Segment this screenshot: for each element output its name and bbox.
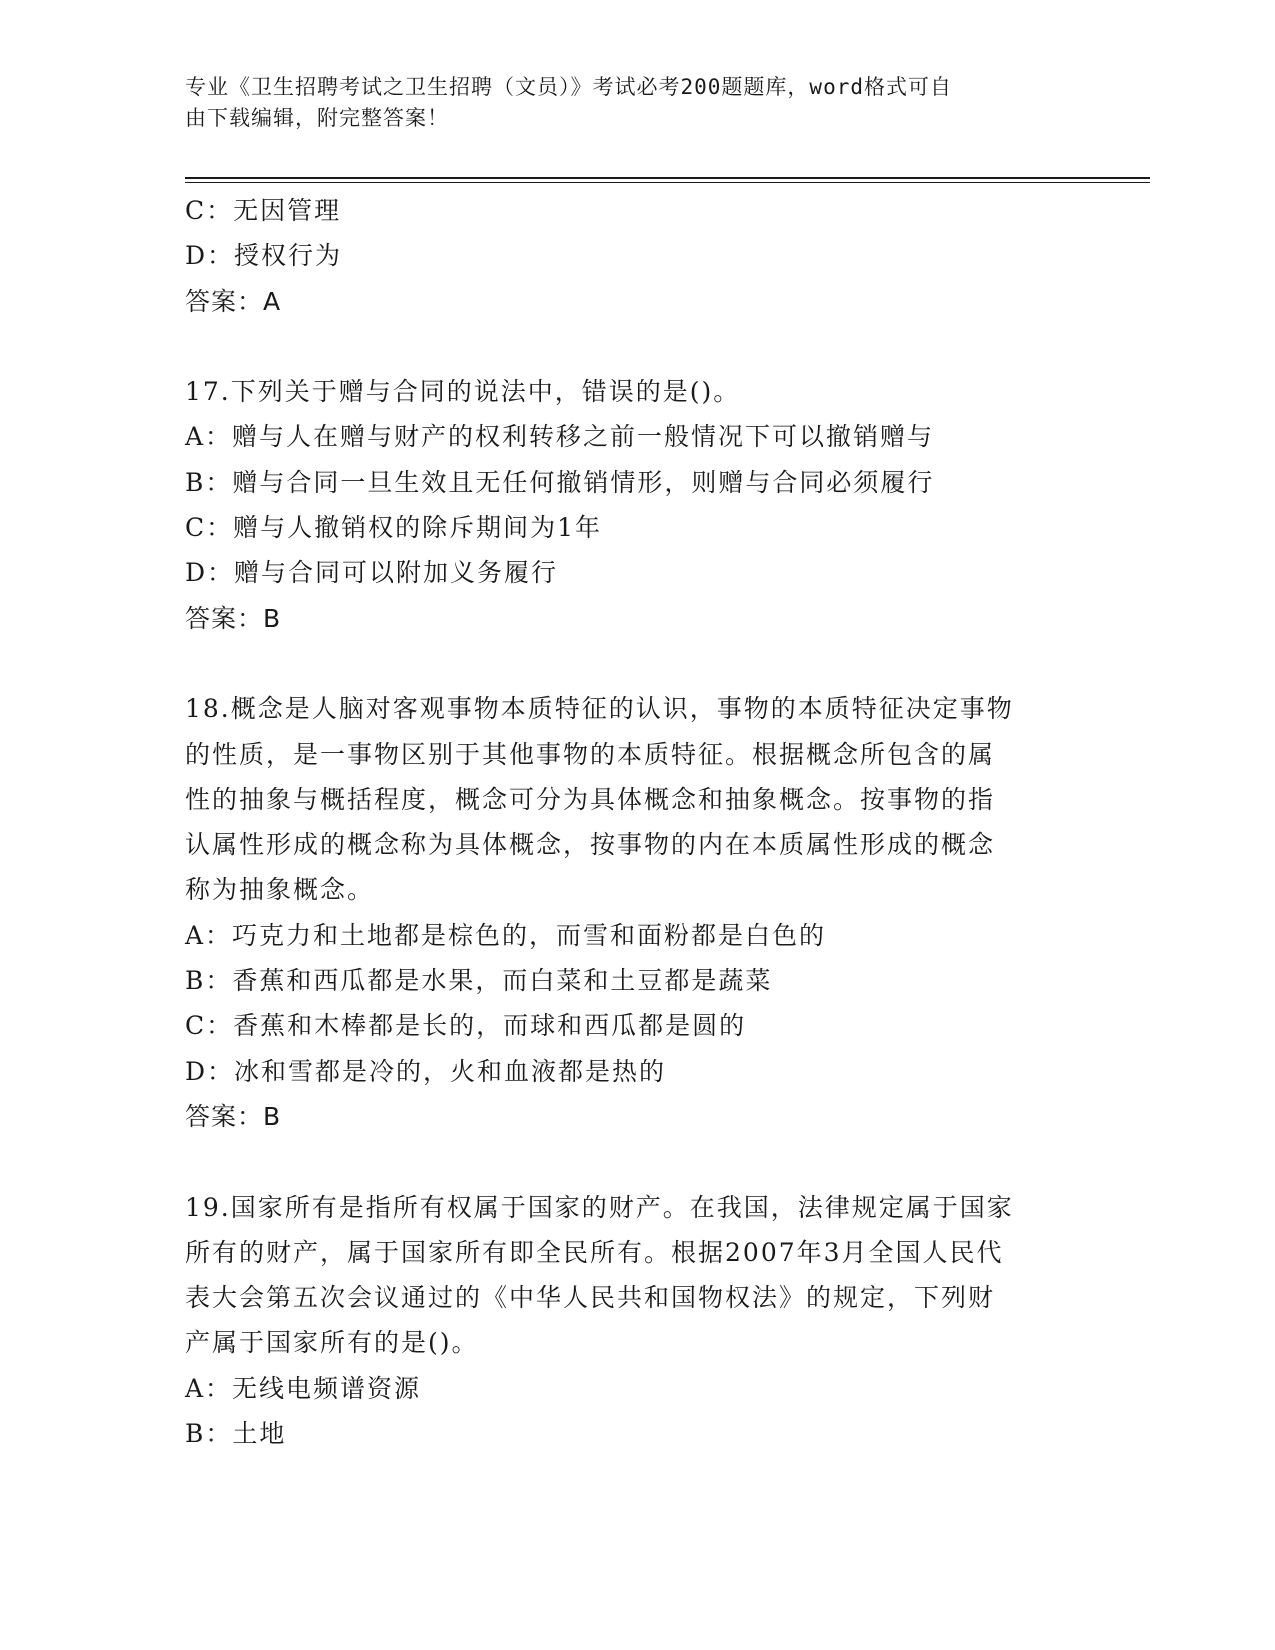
question-18 [185, 686, 1085, 1139]
question-stem-line: 表大会第五次会议通过的《中华人民共和国物权法》的规定，下列财 [185, 1283, 996, 1313]
question-stem-line: 产属于国家所有的是()。 [185, 1328, 479, 1358]
answer-label: 答案：B [185, 1101, 282, 1131]
question-list [185, 188, 1085, 1456]
question-stem-line: 18.概念是人脑对客观事物本质特征的认识，事物的本质特征决定事物 [185, 694, 1014, 724]
spacer [185, 324, 1085, 369]
question-stem-line: 认属性形成的概念称为具体概念，按事物的内在本质属性形成的概念 [185, 830, 996, 860]
option-d: D：冰和雪都是冷的，火和血液都是热的 [185, 1056, 667, 1086]
option-a: A：无线电频谱资源 [185, 1373, 422, 1403]
header-divider-thin [185, 182, 1150, 183]
document-header [185, 72, 1065, 134]
question-19 [185, 1185, 1085, 1457]
question-16 [185, 188, 1085, 324]
question-stem-line: 19.国家所有是指所有权属于国家的财产。在我国，法律规定属于国家 [185, 1192, 1014, 1222]
question-17 [185, 369, 1085, 641]
header-divider-thick [185, 177, 1150, 179]
option-b: B：赠与合同一旦生效且无任何撤销情形，则赠与合同必须履行 [185, 467, 935, 497]
question-stem-line: 的性质，是一事物区别于其他事物的本质特征。根据概念所包含的属 [185, 739, 996, 769]
answer-label: 答案：B [185, 603, 282, 633]
option-a: A：赠与人在赠与财产的权利转移之前一般情况下可以撤销赠与 [185, 422, 935, 452]
header-title-line-1: 专业《卫生招聘考试之卫生招聘（文员）》考试必考200题题库，word格式可自 [185, 75, 952, 99]
option-c: C：赠与人撤销权的除斥期间为1年 [185, 513, 603, 543]
option-d: D：赠与合同可以附加义务履行 [185, 558, 559, 588]
option-c: C：香蕉和木棒都是长的，而球和西瓜都是圆的 [185, 1011, 747, 1041]
spacer [185, 1139, 1085, 1184]
option-b: B：土地 [185, 1419, 287, 1449]
option-a: A：巧克力和土地都是棕色的，而雪和面粉都是白色的 [185, 920, 827, 950]
question-stem: 17.下列关于赠与合同的说法中，错误的是()。 [185, 377, 741, 407]
option-b: B：香蕉和西瓜都是水果，而白菜和土豆都是蔬菜 [185, 966, 773, 996]
question-stem-line: 所有的财产，属于国家所有即全民所有。根据2007年3月全国人民代 [185, 1237, 1004, 1267]
spacer [185, 641, 1085, 686]
answer-label: 答案：A [185, 286, 282, 316]
question-stem-line: 性的抽象与概括程度，概念可分为具体概念和抽象概念。按事物的指 [185, 784, 996, 814]
header-title-line-2: 由下载编辑，附完整答案！ [185, 106, 449, 130]
option-d: D：授权行为 [185, 241, 343, 271]
option-c: C：无因管理 [185, 196, 342, 225]
question-stem-line: 称为抽象概念。 [185, 875, 375, 905]
